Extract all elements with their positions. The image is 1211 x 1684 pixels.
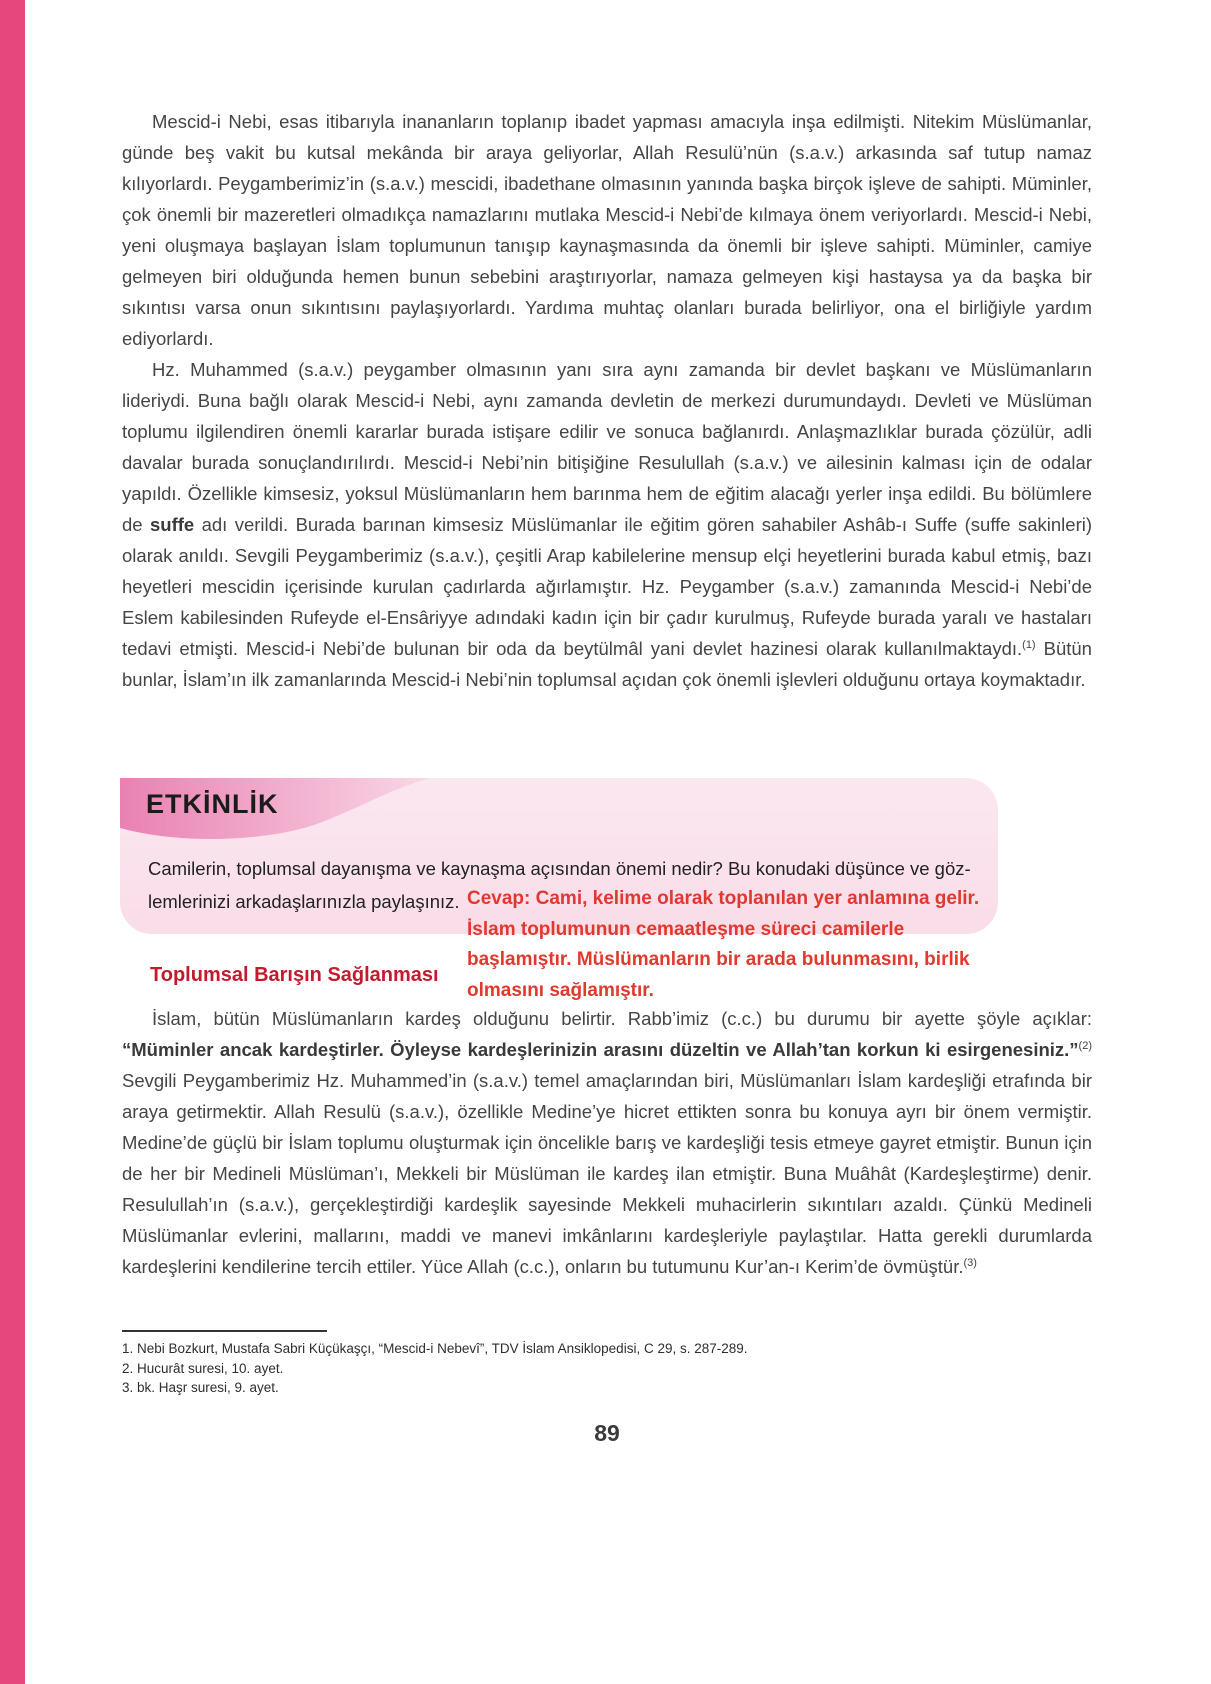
left-accent-bar xyxy=(0,0,25,1684)
body-text-column xyxy=(122,106,1092,695)
paragraph-2-text-a: Hz. Muhammed (s.a.v.) peygamber olmasının yanı sıra aynı zamanda bir devlet başkanı ve Müslümanların lideriydi. Buna bağlı olarak Mescid-i Nebi, aynı zamanda devletin de merkezi durumundaydı. Devleti ve Müslüman toplumu ilgilendiren önemli kararlar burada istişare edilir ve sonuca bağlanırdı. Anlaşmazlıklar burada çözülür, adli davalar burada sonuçlandırılırdı. Mescid-i Nebi’nin bitişiğine Resulullah (s.a.v.) ve ailesinin kalması için de odalar yapıldı. Özellikle kimsesiz, yoksul Müslümanların hem barınma hem de eğitim alacağı yerler inşa edildi. Bu bölümlere de xyxy=(122,359,1092,535)
footnote-item: 2. Hucurât suresi, 10. ayet. xyxy=(122,1360,284,1376)
body-paragraph-2 xyxy=(122,354,1092,695)
activity-title: ETKİNLİK xyxy=(146,789,279,819)
body-paragraph-1: Mescid-i Nebi, esas itibarıyla inananların toplanıp ibadet yapması amacıyla inşa edilmişti. Nitekim Müslümanlar, günde beş vakit bu kutsal mekânda bir araya geliyorlar, Allah Resulü’nün (s.a.v.) arkasında saf tutup namaz kılıyorlardı. Peygamberimiz’in (s.a.v.) mescidi, ibadethane olmasının yanında başka birçok işleve de sahipti. Müminler, çok önemli bir mazeretleri olmadıkça namazlarını mutlaka Mescid-i Nebi’de kılmaya önem veriyorlardı. Mescid-i Nebi, yeni oluşmaya başlayan İslam toplumunun tanışıp kaynaşmasında da önemli bir işleve sahipti. Müminler, camiye gelmeyen biri olduğunda hemen bunun sebebini araştırıyorlar, namaza gelmeyen kişi hastaysa ya da başka bir sıkıntısı varsa onun sıkıntısını paylaşıyorlardı. Yardıma muhtaç olanları burada belirliyor, ona el birliğiyle yardım ediyorlardı. xyxy=(122,111,1092,349)
paragraph-3-quote: “Müminler ancak kardeştirler. Öyleyse kardeşlerinizin arasını düzeltin ve Allah’tan korkun ki esirgenesiniz.” xyxy=(122,1039,1079,1060)
section-heading: Toplumsal Barışın Sağlanması xyxy=(150,964,439,986)
footnote-item: 3. bk. Haşr suresi, 9. ayet. xyxy=(122,1380,279,1395)
paragraph-3-text-a: İslam, bütün Müslümanların kardeş olduğunu belirtir. Rabb’imiz (c.c.) bu durumu bir ayette şöyle açıklar: xyxy=(152,1008,1092,1029)
paragraph-2-text-c: Bütün bunlar, İslam’ın ilk zamanlarında Mescid-i Nebi’nin toplumsal açıdan çok önemli işlevleri olduğunu ortaya koymaktadır. xyxy=(122,638,1092,690)
activity-question-line-1: Camilerin, toplumsal dayanışma ve kaynaşma açısından önemi nedir? Bu konudaki düşünce ve göz- xyxy=(148,858,971,879)
footnote-divider xyxy=(122,1330,327,1332)
paragraph-2-bold-term: suffe xyxy=(149,514,195,535)
paragraph-3-text-b: Sevgili Peygamberimiz Hz. Muhammed’in (s.a.v.) temel amaçlarından biri, Müslümanları İslam kardeşliği etrafında bir araya getirmektir. Allah Resulü (s.a.v.), özellikle Medine’ye hicret ettikten sonra bu konuya ayrı bir önem vermiştir. Medine’de güçlü bir İslam toplumu oluşturmak için öncelikle barış ve kardeşliği tesis etmeye gayret etmiştir. Bunun için de her bir Medineli Müslüman’ı, Mekkeli bir Müslüman ile kardeş ilan etmiştir. Buna Muâhât (Kardeşleştirme) denir. Resulullah’ın (s.a.v.), gerçekleştirdiği kardeşlik sayesinde Mekkeli muhacirlerin sıkıntıları azaldı. Çünkü Medineli Müslümanlar evlerini, mallarını, maddi ve manevi imkânlarını kardeşleriyle paylaştılar. Hatta gerekli durumlarda kardeşlerini kendilerine tercih ettiler. Yüce Allah (c.c.), onların bu tutumunu Kur’an-ı Kerim’de övmüştür. xyxy=(122,1070,1092,1277)
activity-question-line-2: lemlerinizi arkadaşlarınızla paylaşınız. xyxy=(148,891,460,912)
footnote-ref-1: (1) xyxy=(1022,638,1036,651)
footnote-ref-3: (3) xyxy=(963,1256,977,1269)
paragraph-2-text-b: adı verildi. Burada barınan kimsesiz Müslümanlar ile eğitim gören sahabiler Ashâb-ı Suffe (suffe sakinleri) olarak anıldı. Sevgili Peygamberimiz (s.a.v.), çeşitli Arap kabilelerine mensup elçi heyetlerini burada kabul etmiş, bazı heyetleri mescidin içerisinde kurulan çadırlarda ağırlamıştır. Hz. Peygamber (s.a.v.) zamanında Mescid-i Nebi’de Eslem kabilesinden Rufeyde el-Ensâriyye adındaki kadın için bir çadır kurulmuş, Rufeyde burada yaralı ve hastaları tedavi etmişti. Mescid-i Nebi’de bulunan bir oda da beytülmâl yani devlet hazinesi olarak kullanılmaktaydı. xyxy=(122,514,1092,659)
footnote-ref-2: (2) xyxy=(1078,1039,1092,1052)
footnotes-block xyxy=(122,1330,1092,1398)
footnote-item: 1. Nebi Bozkurt, Mustafa Sabri Küçükaşçı, “Mescid-i Nebevî”, TDV İslam Ansiklopedisi, C 29, s. 287-289. xyxy=(122,1341,748,1356)
body-text-column-2 xyxy=(122,1003,1092,1282)
activity-answer-text: Cevap: Cami, kelime olarak toplanılan yer anlamına gelir. İslam toplumunun cemaatleşme süreci camilerle başlamıştır. Müslümanların bir arada bulunmasını, birlik olmasını sağlamıştır. xyxy=(467,888,980,1001)
body-paragraph-3 xyxy=(122,1003,1092,1282)
page-number: 89 xyxy=(594,1420,620,1446)
